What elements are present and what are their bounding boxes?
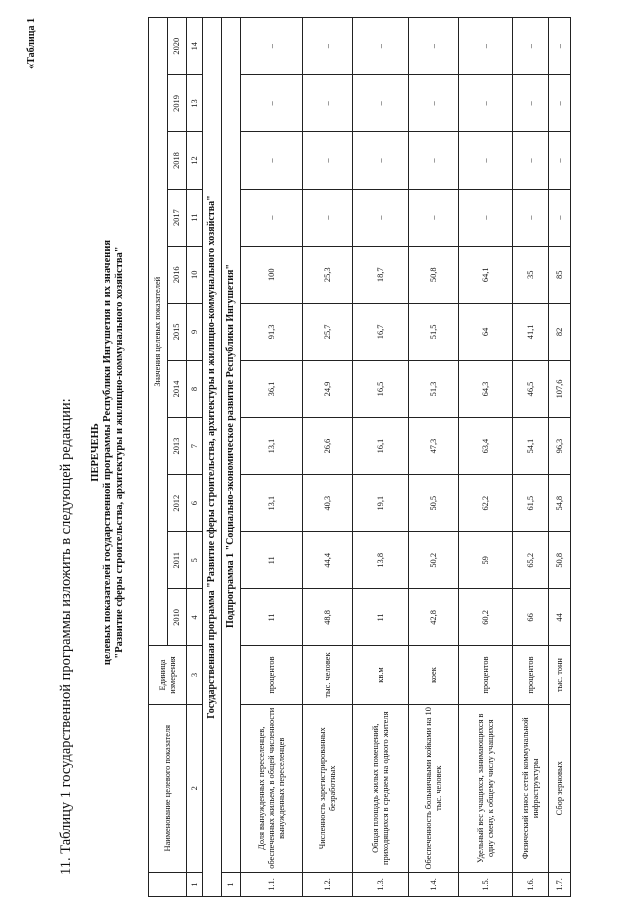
column-number-cell: 8 [187, 360, 203, 417]
value-cell: – [513, 132, 549, 189]
value-cell: – [241, 75, 303, 132]
value-cell: 62,2 [459, 475, 513, 532]
value-cell: 64,1 [459, 246, 513, 303]
subprogram-banner: Подпрограмма 1 "Социально-экономическое развитие Республики Ингушетия" [222, 18, 241, 873]
column-number-cell: 5 [187, 532, 203, 589]
value-cell: 50,8 [409, 246, 459, 303]
value-cell: – [353, 132, 409, 189]
row-number: 1.2. [303, 872, 353, 896]
header-num-cell [149, 872, 187, 896]
value-cell: – [459, 75, 513, 132]
value-cell: 16,5 [353, 360, 409, 417]
value-cell: – [549, 132, 571, 189]
header-row [149, 18, 168, 897]
year-cell: 2016 [168, 246, 187, 303]
value-cell: 26,6 [303, 418, 353, 475]
row-number: 1.7. [549, 872, 571, 896]
program-row [203, 18, 222, 897]
column-number-cell: 12 [187, 132, 203, 189]
header-values: Значения целевых показателей [149, 18, 168, 646]
value-cell: – [549, 189, 571, 246]
value-cell: 59 [459, 532, 513, 589]
value-cell: 54,1 [513, 418, 549, 475]
value-cell: 13,8 [353, 532, 409, 589]
value-cell: 11 [353, 589, 409, 646]
value-cell: 13,1 [241, 475, 303, 532]
value-cell: 25,3 [303, 246, 353, 303]
value-cell: 91,3 [241, 303, 303, 360]
caption-line-3: "Развитие сферы строительства, архитектуры и жилищно-коммунального хозяйства" [114, 246, 125, 659]
indicator-unit: тыс. человек [303, 646, 353, 704]
indicator-name: Общая площадь жилых помещений, приходящихся в среднем на одного жителя [353, 704, 409, 872]
value-cell: – [549, 18, 571, 75]
row-number: 1.3. [353, 872, 409, 896]
value-cell: – [459, 132, 513, 189]
table-caption [90, 0, 126, 905]
year-cell: 2011 [168, 532, 187, 589]
value-cell: 65,2 [513, 532, 549, 589]
value-cell: – [241, 189, 303, 246]
indicator-name: Численность зарегистрированных безработных [303, 704, 353, 872]
row-number: 1.1. [241, 872, 303, 896]
year-cell: 2015 [168, 303, 187, 360]
value-cell: – [549, 75, 571, 132]
value-cell: 11 [241, 532, 303, 589]
value-cell: 50,2 [409, 532, 459, 589]
column-number-cell: 11 [187, 189, 203, 246]
year-cell: 2014 [168, 360, 187, 417]
row-number: 1.6. [513, 872, 549, 896]
column-number-cell: 10 [187, 246, 203, 303]
value-cell: 13,1 [241, 418, 303, 475]
value-cell: – [353, 189, 409, 246]
value-cell: 42,8 [409, 589, 459, 646]
table-row [241, 18, 303, 897]
indicator-unit: тыс. тонн [549, 646, 571, 704]
value-cell: 41,1 [513, 303, 549, 360]
value-cell: 44,4 [303, 532, 353, 589]
row-number: 1.5. [459, 872, 513, 896]
table-row [459, 18, 513, 897]
value-cell: 64,3 [459, 360, 513, 417]
year-cell: 2020 [168, 18, 187, 75]
table-row [549, 18, 571, 897]
value-cell: – [409, 75, 459, 132]
indicator-name: Удельный вес учащихся, занимающихся в одну смену, к общему числу учащихся [459, 704, 513, 872]
value-cell: 66 [513, 589, 549, 646]
value-cell: 50,5 [409, 475, 459, 532]
year-cell: 2013 [168, 418, 187, 475]
caption-line-2: целевых показателей государственной программы Республики Ингушетия и их значения [102, 239, 113, 666]
value-cell: 24,9 [303, 360, 353, 417]
value-cell: 50,8 [549, 532, 571, 589]
table-body [149, 18, 571, 897]
indicator-name: Доля вынужденных переселенцев, обеспеченных жильем, в общей численности вынужденных переселенцев [241, 704, 303, 872]
column-number-cell: 3 [187, 646, 203, 704]
column-number-cell: 4 [187, 589, 203, 646]
table-label: «Таблица 1 [26, 18, 37, 69]
value-cell: – [241, 132, 303, 189]
indicator-unit: процентов [241, 646, 303, 704]
indicator-unit: процентов [513, 646, 549, 704]
subprogram-num: 1 [222, 872, 241, 896]
value-cell: 18,7 [353, 246, 409, 303]
table-row [353, 18, 409, 897]
value-cell: – [513, 189, 549, 246]
indicator-name: Обеспеченность больничными койками на 10 тыс. человек [409, 704, 459, 872]
value-cell: – [409, 132, 459, 189]
value-cell: – [241, 18, 303, 75]
value-cell: – [353, 75, 409, 132]
value-cell: – [459, 189, 513, 246]
value-cell: 82 [549, 303, 571, 360]
program-banner: Государственная программа "Развитие сферы строительства, архитектуры и жилищно-коммунального хозяйства" [203, 18, 222, 897]
column-number-cell: 2 [187, 704, 203, 872]
value-cell: 61,5 [513, 475, 549, 532]
caption-title: ПЕРЕЧЕНЬ [90, 423, 101, 482]
year-cell: 2010 [168, 589, 187, 646]
value-cell: 25,7 [303, 303, 353, 360]
value-cell: – [409, 189, 459, 246]
row-number: 1.4. [409, 872, 459, 896]
value-cell: 46,5 [513, 360, 549, 417]
value-cell: 35 [513, 246, 549, 303]
value-cell: – [513, 18, 549, 75]
value-cell: – [303, 75, 353, 132]
value-cell: 96,3 [549, 418, 571, 475]
value-cell: 100 [241, 246, 303, 303]
value-cell: 16,1 [353, 418, 409, 475]
value-cell: 19,1 [353, 475, 409, 532]
value-cell: 51,5 [409, 303, 459, 360]
value-cell: 60,2 [459, 589, 513, 646]
header-unit: Единица измерения [149, 646, 187, 704]
year-cell: 2019 [168, 75, 187, 132]
value-cell: – [513, 75, 549, 132]
value-cell: 40,3 [303, 475, 353, 532]
value-cell: – [459, 18, 513, 75]
table-row [409, 18, 459, 897]
indicator-unit: коек [409, 646, 459, 704]
value-cell: – [303, 132, 353, 189]
indicators-table [148, 17, 571, 897]
indicator-name: Сбор зерновых [549, 704, 571, 872]
table-row [303, 18, 353, 897]
value-cell: 63,4 [459, 418, 513, 475]
column-number-cell: 9 [187, 303, 203, 360]
column-number-cell: 7 [187, 418, 203, 475]
value-cell: 85 [549, 246, 571, 303]
value-cell: 47,3 [409, 418, 459, 475]
value-cell: 54,8 [549, 475, 571, 532]
indicator-name: Физический износ сетей коммунальной инфраструктуры [513, 704, 549, 872]
year-cell: 2012 [168, 475, 187, 532]
value-cell: 107,6 [549, 360, 571, 417]
intro-text: 11. Таблицу 1 государственной программы изложить в следующей редакции: [58, 398, 74, 875]
value-cell: – [303, 18, 353, 75]
column-number-cell: 1 [187, 872, 203, 896]
value-cell: 44 [549, 589, 571, 646]
value-cell: 36,1 [241, 360, 303, 417]
column-numbers-row [187, 18, 203, 897]
value-cell: – [409, 18, 459, 75]
indicator-unit: кв.м [353, 646, 409, 704]
value-cell: 51,3 [409, 360, 459, 417]
table-row [513, 18, 549, 897]
year-cell: 2017 [168, 189, 187, 246]
value-cell: 16,7 [353, 303, 409, 360]
value-cell: 64 [459, 303, 513, 360]
column-number-cell: 6 [187, 475, 203, 532]
value-cell: – [303, 189, 353, 246]
subprogram-row [222, 18, 241, 897]
column-number-cell: 14 [187, 18, 203, 75]
value-cell: 48,8 [303, 589, 353, 646]
value-cell: 11 [241, 589, 303, 646]
header-name: Наименование целевого показателя [149, 704, 187, 872]
value-cell: – [353, 18, 409, 75]
column-number-cell: 13 [187, 75, 203, 132]
indicator-unit: процентов [459, 646, 513, 704]
year-cell: 2018 [168, 132, 187, 189]
